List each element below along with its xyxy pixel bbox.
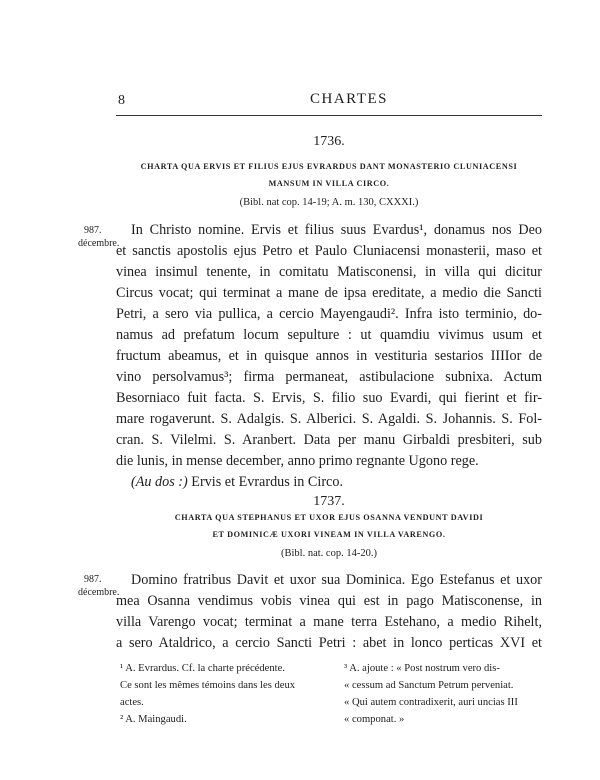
footnote-line: Ce sont les mêmes témoins dans les deux [120,680,296,691]
header-rule [116,115,542,116]
text-line: a sero Ataldrico, a cercio Sancti Petri : abet in lonco perticas XVI et [116,635,542,651]
text-line: mare rogaverunt. S. Adalgis. S. Alberici. S. Agaldi. S. Johannis. S. Fol- [116,411,542,427]
dorsal-label: (Au dos :) [131,474,188,490]
footnote-line: « cessum ad Sanctum Petrum perveniat. [344,680,514,691]
charter-title-line: CHARTA QUA ERVIS ET FILIUS EJUS EVRARDUS DANT MONASTERIO CLUNIACENSI [140,162,518,171]
margin-month: décembre. [78,238,120,249]
footnote-line: « componat. » [344,714,405,725]
charter-source: (Bibl. nat. cop. 14-20.) [281,548,377,559]
text-line: Besorniaco fuit facta. S. Ervis, S. filio suo Evardi, qui fierint et fir- [116,390,542,406]
margin-year: 987. [84,574,102,585]
text-line: et sanctis apostolis ejus Petro et Paulo Cluniacensi monasterii, maso et [116,243,542,259]
page-number: 8 [118,93,125,108]
footnote-line: ³ A. ajoute : « Post nostrum vero dis- [344,663,500,674]
footnote-line: actes. [120,697,144,708]
margin-month: décembre. [78,587,120,598]
charter-source: (Bibl. nat cop. 14-19; A. m. 130, CXXXI.) [239,197,419,208]
text-line: cran. S. Vilelmi. S. Aranbert. Data per manu Girbaldi presbiteri, sub [116,432,542,448]
text-line: fructum abeamus, et in quisque annos in vestituria sestarios IIIIor de [116,348,542,364]
footnote-line: ² A. Maingaudi. [120,714,187,725]
text-line: villa Varengo vocat; terminat a mane terra Estehano, a medio Rihelt, [116,614,542,630]
text-line: namus ad prefatum locum sepulture : ut quamdiu vivimus usum et [116,327,542,343]
charter-title-line: CHARTA QUA STEPHANUS ET UXOR EJUS OSANNA VENDUNT DAVIDI [174,513,484,522]
text-line: die lunis, in mense december, anno primo regnante Ugono rege. [116,453,479,469]
footnote-line: ¹ A. Evrardus. Cf. la charte précédente. [120,663,285,674]
text-line: mea Osanna vendimus vobis vinea qui est in pago Matisconense, in [116,593,542,609]
text-line: Circus vocat; qui terminat a mane de ipsa ereditate, a medio die Sancti [116,285,542,301]
dorsal-note [116,472,542,493]
dorsal-text: Ervis et Evrardus in Circo. [187,474,343,490]
text-line: vino persolvamus³; firma permaneat, astibulacione subnixa. Actum [116,369,542,385]
charter-title-line: MANSUM IN VILLA CIRCO. [268,179,390,188]
charter-number: 1736. [313,134,345,149]
text-line: Domino fratribus Davit et uxor sua Dominica. Ego Estefanus et uxor [131,572,542,588]
text-line: In Christo nomine. Ervis et filius suus Evardus¹, donamus nos Deo [131,222,542,238]
running-head: CHARTES [310,91,388,107]
charter-number: 1737. [313,494,345,509]
text-line: Petri, a sero via pullica, a cercio Mayengaudi². Infra isto terminio, do- [116,306,542,322]
footnote-line: « Qui autem contradixerit, auri uncias III [344,697,518,708]
margin-year: 987. [84,225,102,236]
charter-title-line: ET DOMINICÆ UXORI VINEAM IN VILLA VARENGO. [212,530,446,539]
text-line: vinea insimul tenente, in comitatu Matisconensi, in villa qui dicitur [116,264,542,280]
